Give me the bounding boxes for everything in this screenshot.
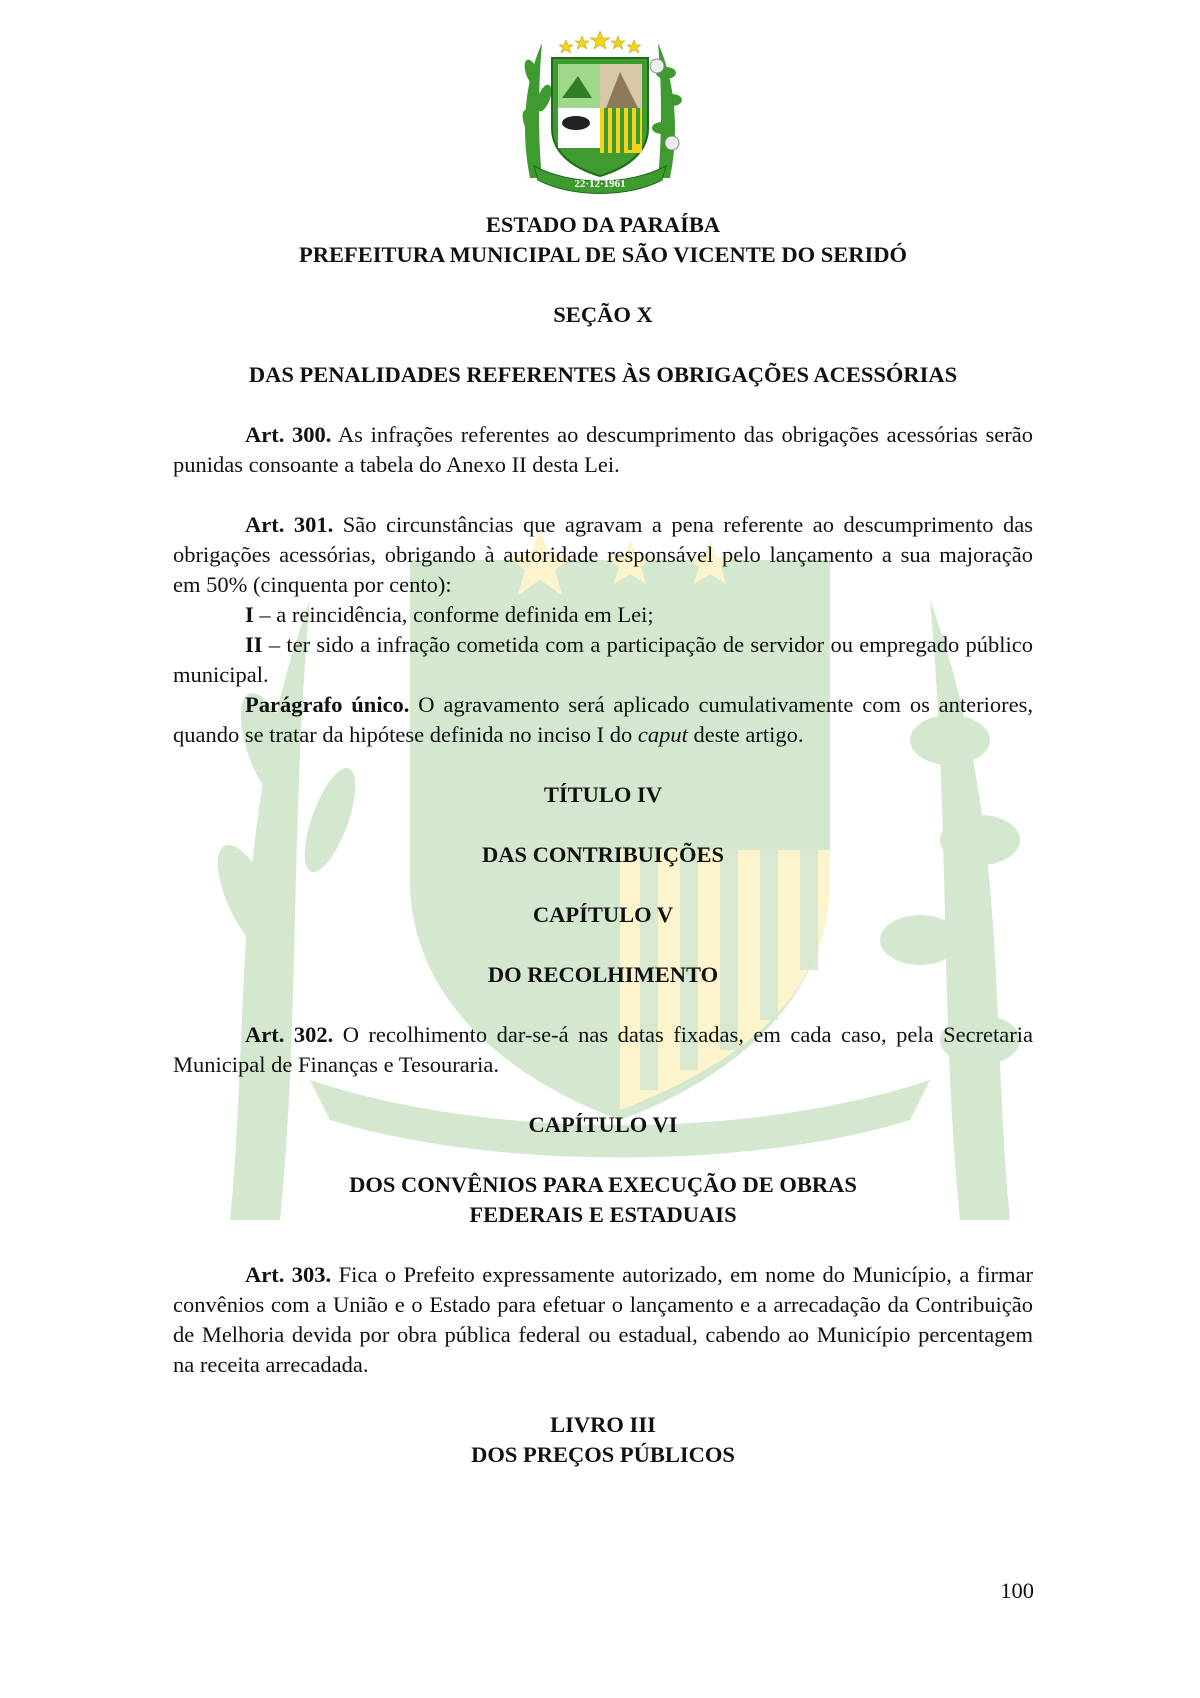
- chapter-vi-subtitle-1: DOS CONVÊNIOS PARA EXECUÇÃO DE OBRAS: [349, 1172, 857, 1197]
- section-title: SEÇÃO X: [553, 302, 653, 327]
- article-300-text: As infrações referentes ao descumprimento das obrigações acessórias serão punidas consoante a tabela do Anexo II desta Lei.: [173, 422, 1033, 477]
- article-302-label: Art. 302.: [245, 1022, 334, 1047]
- item-2-label: II: [245, 632, 263, 657]
- chapter-vi-title: CAPÍTULO VI: [528, 1112, 678, 1137]
- section-subtitle: DAS PENALIDADES REFERENTES ÀS OBRIGAÇÕES ACESSÓRIAS: [248, 362, 958, 387]
- header-municipality: PREFEITURA MUNICIPAL DE SÃO VICENTE DO SERIDÓ: [298, 242, 908, 267]
- item-1-label: I: [245, 602, 254, 627]
- article-301-item-2: [173, 630, 1033, 690]
- paragraph-label: Parágrafo único.: [245, 692, 410, 717]
- article-303: [173, 1260, 1033, 1380]
- article-302-text: O recolhimento dar-se-á nas datas fixadas, em cada caso, pela Secretaria Municipal de Finanças e Tesouraria.: [173, 1022, 1033, 1077]
- page-number: 100: [1000, 1578, 1034, 1603]
- article-303-label: Art. 303.: [245, 1262, 332, 1287]
- chapter-v-subtitle: DO RECOLHIMENTO: [487, 962, 719, 987]
- book-title: LIVRO III: [550, 1412, 656, 1437]
- item-2-text: – ter sido a infração cometida com a participação de servidor ou empregado público municipal.: [173, 632, 1033, 687]
- paragraph-italic: caput: [637, 722, 688, 747]
- paragraph-text-a: O agravamento será aplicado cumulativamente com os anteriores, quando se tratar da hipótese definida no inciso I do: [173, 692, 1033, 747]
- header-state: ESTADO DA PARAÍBA: [485, 212, 721, 237]
- municipal-crest: [512, 28, 688, 198]
- article-300: [173, 420, 1033, 480]
- article-300-label: Art. 300.: [245, 422, 332, 447]
- article-301-label: Art. 301.: [245, 512, 334, 537]
- article-301: [173, 510, 1033, 600]
- chapter-vi-subtitle-2: FEDERAIS E ESTADUAIS: [469, 1202, 737, 1227]
- document-body: [173, 210, 1033, 1470]
- book-subtitle: DOS PREÇOS PÚBLICOS: [471, 1442, 735, 1467]
- item-1-text: – a reincidência, conforme definida em Lei;: [253, 602, 654, 627]
- article-301-item-1: [173, 600, 1033, 630]
- article-301-paragraph: [173, 690, 1033, 750]
- article-301-text: São circunstâncias que agravam a pena referente ao descumprimento das obrigações acessórias, obrigando à autoridade responsável pelo lançamento a sua majoração em 50% (cinquenta por cento):: [173, 512, 1033, 597]
- titulo-title: TÍTULO IV: [543, 782, 663, 807]
- article-303-text: Fica o Prefeito expressamente autorizado, em nome do Município, a firmar convênios com a União e o Estado para efetuar o lançamento e a arrecadação da Contribuição de Melhoria devida por obra pública federal ou estadual, cabendo ao Município percentagem na receita arrecadada.: [173, 1262, 1033, 1377]
- titulo-subtitle: DAS CONTRIBUIÇÕES: [482, 842, 724, 867]
- chapter-v-title: CAPÍTULO V: [532, 902, 674, 927]
- crest-date: 22·12·1961: [574, 178, 626, 190]
- paragraph-text-b: deste artigo.: [687, 722, 804, 747]
- article-302: [173, 1020, 1033, 1080]
